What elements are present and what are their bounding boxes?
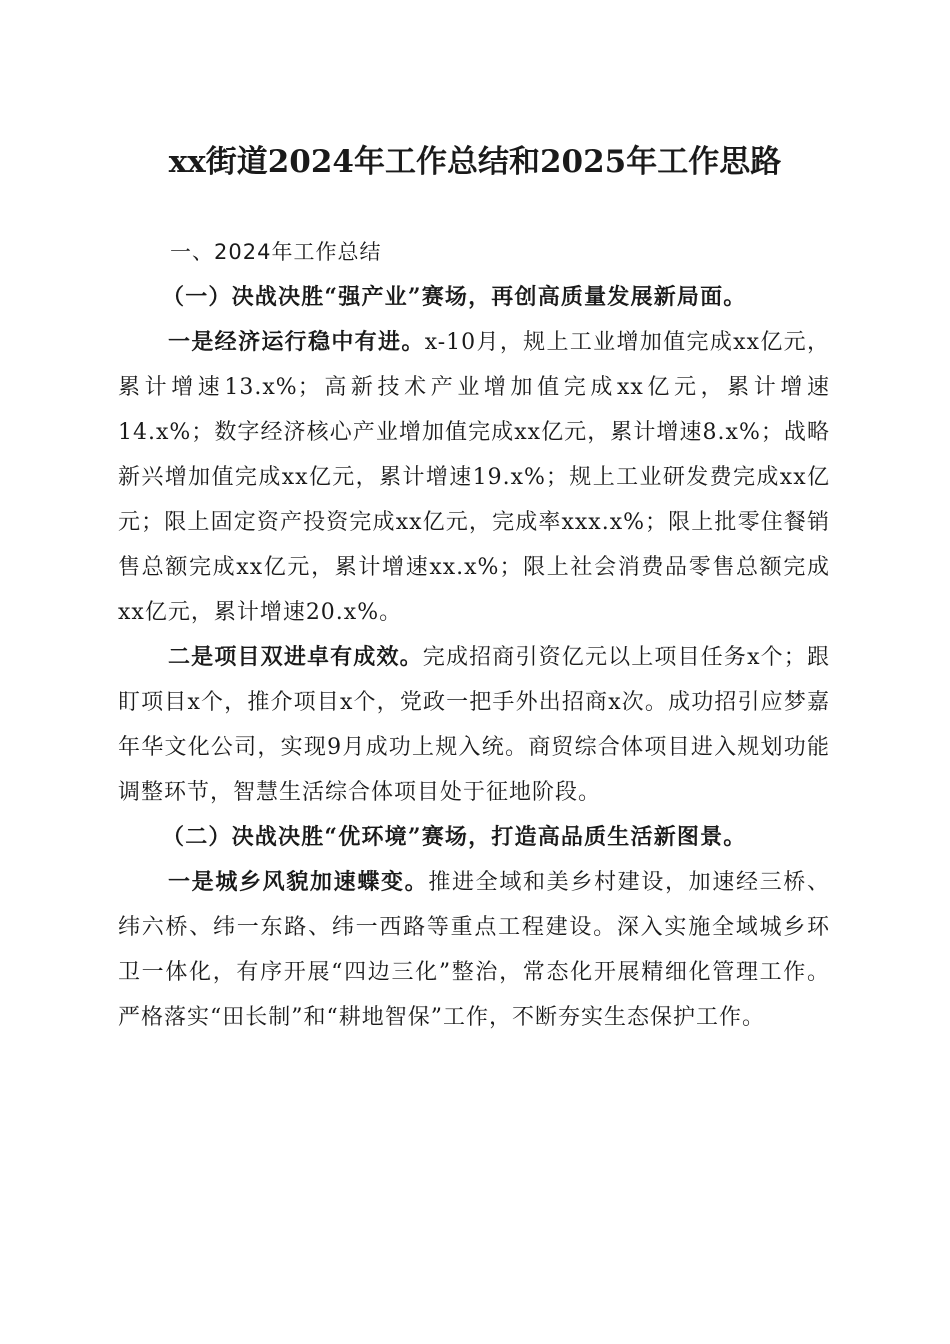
paragraph-economy bbox=[118, 320, 830, 635]
paragraph-urban-rural bbox=[118, 860, 830, 1040]
subsection-heading-environment: （二）决战决胜“优环境”赛场，打造高品质生活新图景。 bbox=[162, 824, 747, 850]
paragraph-text: x-10月，规上工业增加值完成xx亿元，累计增速13.x%；高新技术产业增加值完成xx亿元，累计增速14.x%；数字经济核心产业增加值完成xx亿元，累计增速8.x%；战略新兴增加值完成xx亿元，累计增速19.x%；规上工业研发费完成xx亿元；限上固定资产投资完成xx亿元，完成率xxx.x%；限上批零住餐销售总额完成xx亿元，累计增速xx.x%；限上社会消费品零售总额完成xx亿元，累计增速20.x%。 bbox=[118, 330, 830, 625]
paragraph-text: 完成招商引资亿元以上项目任务x个；跟盯项目x个，推介项目x个，党政一把手外出招商x次。成功招引应梦嘉年华文化公司，实现9月成功上规入统。商贸综合体项目进入规划功能调整环节，智慧生活综合体项目处于征地阶段。 bbox=[118, 645, 830, 805]
paragraph-text: 推进全域和美乡村建设，加速经三桥、纬六桥、纬一东路、纬一西路等重点工程建设。深入实施全域城乡环卫一体化，有序开展“四边三化”整治，常态化开展精细化管理工作。严格落实“田长制”和“耕地智保”工作，不断夯实生态保护工作。 bbox=[118, 870, 830, 1030]
paragraph-lead: 一是城乡风貌加速蝶变。 bbox=[168, 869, 429, 895]
document-title: xx街道2024年工作总结和2025年工作思路 bbox=[168, 144, 782, 180]
subsection-heading-industry: （一）决战决胜“强产业”赛场，再创高质量发展新局面。 bbox=[162, 284, 747, 310]
section-heading-summary: 一、2024年工作总结 bbox=[170, 240, 382, 264]
document-body bbox=[118, 230, 830, 1040]
paragraph-lead: 二是项目双进卓有成效。 bbox=[168, 644, 423, 670]
paragraph-projects bbox=[118, 635, 830, 815]
paragraph-lead: 一是经济运行稳中有进。 bbox=[168, 329, 425, 355]
